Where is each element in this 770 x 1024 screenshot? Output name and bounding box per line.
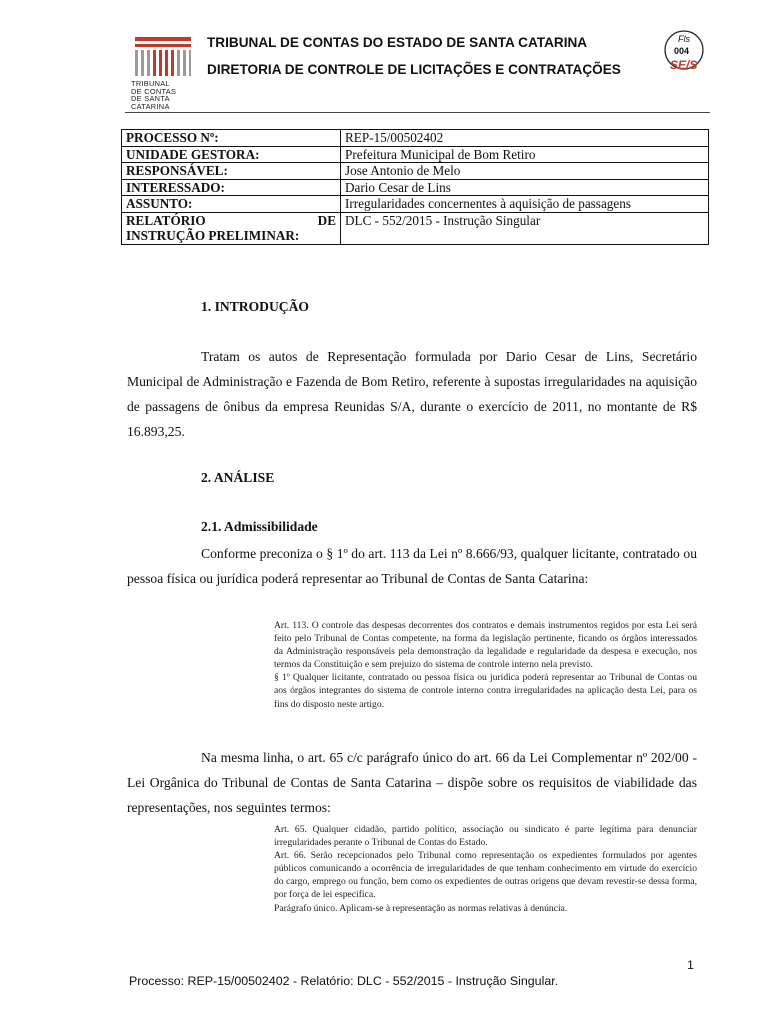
table-value: Dario Cesar de Lins <box>341 179 709 196</box>
table-key-line2: INSTRUÇÃO PRELIMINAR: <box>126 228 300 243</box>
table-key: RESPONSÁVEL: <box>122 163 341 180</box>
table-key: PROCESSO Nº: <box>122 130 341 147</box>
page-stamp <box>658 28 710 80</box>
table-value: Irregularidades concernentes à aquisição de passagens <box>341 196 709 213</box>
process-info-table <box>121 129 709 245</box>
table-key: UNIDADE GESTORA: <box>122 146 341 163</box>
quote-paragraph: Art. 113. O controle das despesas decorrentes dos contratos e demais instrumentos regidos por esta Lei será feito pelo Tribunal de Contas competente, na forma da legislação pertinente, ficando os órgãos interessados da Administração responsáveis pela demonstração da legalidade e regularidade da despesa e execução, nos termos da Constituição e sem prejuízo do sistema de controle interno nela previsto. <box>274 620 697 671</box>
stamp-label: Fls <box>678 34 690 44</box>
table-value: Jose Antonio de Melo <box>341 163 709 180</box>
intro-paragraph: Tratam os autos de Representação formulada por Dario Cesar de Lins, Secretário Municipal de Administração e Fazenda de Bom Retiro, referente à supostas irregularidades na aquisição de passagens de ônibus da empresa Reunidas S/A, durante o exercício de 2011, no montante de R$ 16.893,25. <box>127 349 697 439</box>
quote-paragraph: Parágrafo único. Aplicam-se à representação as normas relativas à denúncia. <box>274 902 568 914</box>
table-row <box>122 146 709 163</box>
complementary-law-paragraph: Na mesma linha, o art. 65 c/c parágrafo único do art. 66 da Lei Complementar nº 202/00 - Lei Orgânica do Tribunal de Contas de Santa Catarina – dispõe sobre os requisitos de viabilidade das representações, nos seguintes termos: <box>127 750 697 815</box>
logo-caption: TRIBUNAL DE CONTAS DE SANTA CATARINA <box>131 79 177 111</box>
table-key: INTERESSADO: <box>122 179 341 196</box>
stamp-mark: SE/S <box>670 58 698 72</box>
section-title-introducao: 1. INTRODUÇÃO <box>201 299 309 314</box>
subsection-title-admissibilidade: 2.1. Admissibilidade <box>201 519 318 534</box>
section-title-analise: 2. ANÁLISE <box>201 470 275 485</box>
table-row <box>122 130 709 147</box>
table-value: Prefeitura Municipal de Bom Retiro <box>341 146 709 163</box>
header-divider <box>125 112 710 113</box>
stamp-number: 004 <box>674 46 690 56</box>
admissibility-paragraph: Conforme preconiza o § 1º do art. 113 da Lei nº 8.666/93, qualquer licitante, contratado ou pessoa física ou jurídica poderá representar ao Tribunal de Contas de Santa Catarina: <box>127 546 697 586</box>
table-row <box>122 212 709 244</box>
quote-paragraph: Art. 65. Qualquer cidadão, partido político, associação ou sindicato é parte legítima para denunciar irregularidades perante o Tribunal de Contas do Estado. <box>274 824 697 849</box>
table-row <box>122 163 709 180</box>
legal-quote-art113 <box>274 619 697 711</box>
table-row <box>122 179 709 196</box>
quote-paragraph: § 1º Qualquer licitante, contratado ou pessoa física ou jurídica poderá representar ao Tribunal de Contas ou aos órgãos integrantes do sistema de controle interno contra irregularidades na aplicação desta Lei, para os fins do disposto neste artigo. <box>274 672 697 710</box>
header-title: TRIBUNAL DE CONTAS DO ESTADO DE SANTA CATARINA <box>207 35 588 50</box>
footer-text: Processo: REP-15/00502402 - Relatório: DLC - 552/2015 - Instrução Singular. <box>129 974 559 988</box>
table-row <box>122 196 709 213</box>
table-value: REP-15/00502402 <box>341 130 709 147</box>
table-key-line1: RELATÓRIO DE <box>126 212 336 228</box>
header-subtitle: DIRETORIA DE CONTROLE DE LICITAÇÕES E CONTRATAÇÕES <box>207 62 621 77</box>
quote-paragraph: Art. 66. Serão recepcionados pelo Tribunal como representação os expedientes formulados por agentes públicos comunicando a ocorrência de irregularidades de que tenham conhecimento em virtude do exercício do cargo, emprego ou função, bem como os expedientes de outras origens que devam revestir-se dessa forma, por força de lei específica. <box>274 850 697 901</box>
legal-quote-art65-66 <box>274 823 697 915</box>
table-key: ASSUNTO: <box>122 196 341 213</box>
table-value: DLC - 552/2015 - Instrução Singular <box>341 212 709 244</box>
page-number: 1 <box>687 958 694 972</box>
table-key <box>122 212 341 244</box>
